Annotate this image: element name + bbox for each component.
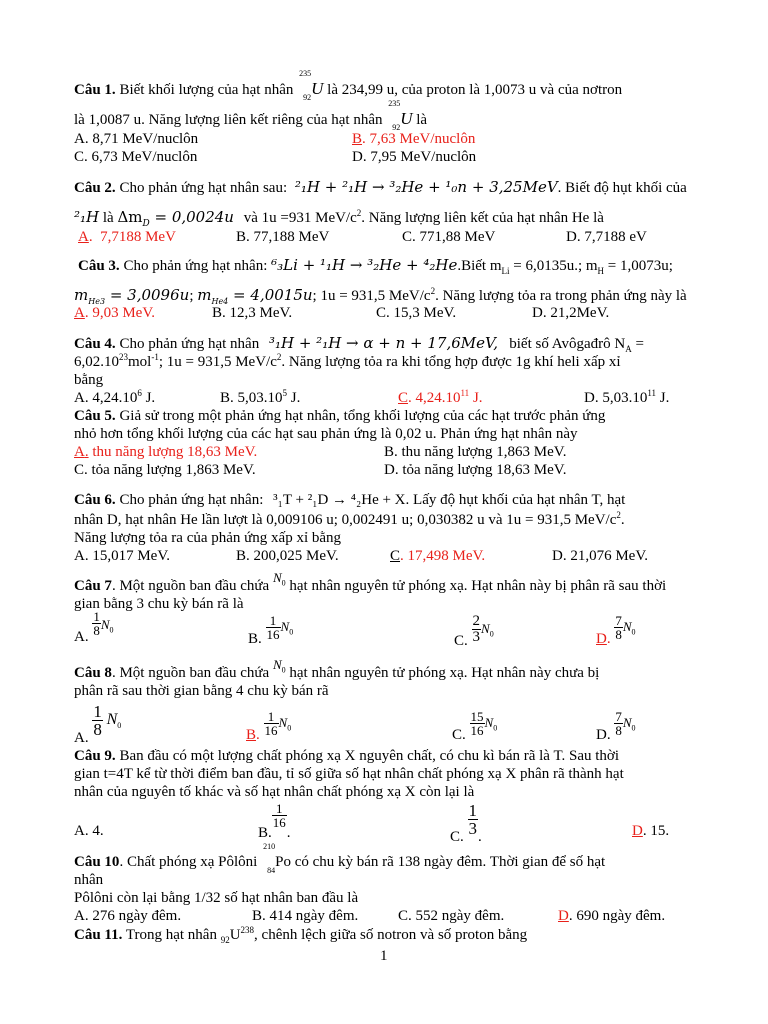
- q8-n0: $N_0$: [272, 657, 286, 675]
- q1-nuclide: 235 92 U: [299, 69, 324, 102]
- q2-line2-la: là: [99, 210, 118, 226]
- q6-stem: Cho phản ứng hạt nhân:: [115, 492, 268, 508]
- q10-option-a: A. 276 ngày đêm.: [74, 908, 182, 924]
- q1-stem: Biết khối lượng của hạt nhân: [115, 82, 298, 98]
- q1-line2-text: là 1,0087 u. Năng lượng liên kết riêng của hạt nhân: [74, 112, 387, 128]
- q3-given-li: .Biết m: [457, 258, 502, 274]
- q10-line1: [74, 842, 606, 875]
- q11-label: Câu 11.: [74, 927, 123, 943]
- q7-label: Câu 7: [74, 578, 112, 594]
- q3-label: Câu 3.: [78, 258, 120, 274]
- q4-option-b: B. 5,03.10$^5$ J.: [220, 388, 301, 406]
- q2-line2: ²₁H là $\Delta m_D = 0,0024u$ và 1u =931 MeV/$c^2$. Năng lượng liên kết của hạt nhân He là: [74, 208, 604, 229]
- q6-option-a: A. 15,017 MeV.: [74, 548, 170, 564]
- q4-option-a: A. 4,24.10$^6$ J.: [74, 388, 156, 406]
- q11-stem-b: , chênh lệch giữa số notron và số proton bằng: [254, 927, 528, 943]
- q7-option-b: B. $\frac{1}{16}$ $N_0$: [248, 613, 294, 647]
- q8-option-a: A. $\frac{1}{8}$ $N_0$: [74, 702, 122, 746]
- q8-line1: [74, 657, 600, 682]
- q4-avogadro: biết số Avôgađrô N: [505, 336, 626, 352]
- q3-option-a: A. 9,03 MeV.: [74, 305, 155, 321]
- q2-label: Câu 2.: [74, 180, 116, 196]
- q10-nuclide: 210 84 Po: [263, 842, 291, 875]
- q8-line2: phân rã sau thời gian bằng 4 chu kỳ bán rã: [74, 683, 329, 699]
- q7-option-a: A. $\frac{1}{8}$ $N_0$: [74, 609, 114, 645]
- q6-option-c: C. 17,498 MeV.: [390, 548, 486, 564]
- q10-option-b: B. 414 ngày đêm.: [252, 908, 359, 924]
- q1-line2: [74, 99, 428, 132]
- q9-line3: nhân của nguyên tố khác và số hạt nhân chất phóng xạ X còn lại là: [74, 784, 475, 800]
- q4-line1: Câu 4. Cho phản ứng hạt nhân ³₁H + ²₁H → α + n + 17,6MeV, biết số Avôgađrô $N_A$ =: [74, 334, 644, 354]
- q11-line1: Câu 11. Trong hạt nhân $_{92}U^{238}$, chênh lệch giữa số notron và số proton bằng: [74, 925, 528, 945]
- q2-option-d: D. 7,7188 eV: [566, 229, 647, 245]
- q9-line2: gian t=4T kể từ thời điểm ban đầu, tỉ số giữa số hạt nhân chất phóng xạ X phân rã thành hạt: [74, 766, 624, 782]
- q8-stem-b: hạt nhân nguyên tử phóng xạ. Hạt nhân này chưa bị: [285, 665, 600, 681]
- q3-line2-end: . Năng lượng tỏa ra trong phản ứng này là: [435, 288, 687, 304]
- q9-option-d: D. 15.: [632, 823, 670, 839]
- q7-option-c: C. $\frac{2}{3}$ $N_0$: [454, 613, 494, 649]
- q9-line1: [74, 747, 619, 765]
- q1-line2-end: là: [416, 112, 428, 128]
- q3-line2: $m_{He3} = 3,0096u$; $m_{He4} = 4,0015u$; 1u = 931,5 MeV/$c^2$. Năng lượng tỏa ra trong phản ứng này là: [74, 286, 687, 306]
- q4-eq: =: [631, 336, 644, 352]
- q1-option-d: D. 7,95 MeV/nuclôn: [352, 149, 477, 165]
- q4-stem: Cho phản ứng hạt nhân: [115, 336, 263, 352]
- q5-option-b: B. thu năng lượng 1,863 MeV.: [384, 444, 567, 460]
- q4-option-d: D. 5,03.10$^{11}$ J.: [584, 388, 670, 406]
- q1-nuclide-2: 235 92 U: [388, 99, 413, 132]
- q2-deuteron: ²₁H: [74, 208, 100, 226]
- q5-option-a: A. thu năng lượng 18,63 MeV.: [74, 444, 258, 460]
- q2-option-c: C. 771,88 MeV: [402, 229, 496, 245]
- q2-stem-b: . Biết độ hụt khối của: [557, 180, 687, 196]
- q3-m-he4: m: [197, 286, 212, 304]
- q10-option-d: D. 690 ngày đêm.: [558, 908, 666, 924]
- q4-avogadro-val: 6,02.10: [74, 354, 119, 370]
- q4-mol: mol: [128, 354, 152, 370]
- q8-stem: . Một nguồn ban đầu chứa: [111, 665, 273, 681]
- q3-stem: Cho phản ứng hạt nhân:: [119, 258, 272, 274]
- q5-option-c: C. tỏa năng lượng 1,863 MeV.: [74, 462, 256, 478]
- q10-label: Câu 10: [74, 854, 120, 870]
- q5-line2: nhỏ hơn tổng khối lượng của các hạt sau phản ứng là 0,02 u. Phản ứng hạt nhân này: [74, 426, 578, 442]
- q3-unit: ; 1u = 931,5 MeV/c: [312, 288, 431, 304]
- q3-given-h-val: = 1,0073u;: [604, 258, 673, 274]
- q5-label: Câu 5.: [74, 408, 116, 424]
- q2-option-a: A. 7,7188 MeV: [78, 229, 176, 245]
- q7-line2: gian bằng 3 chu kỳ bán rã là: [74, 596, 244, 612]
- q6-option-b: B. 200,025 MeV.: [236, 548, 339, 564]
- q1-line1: [74, 69, 623, 102]
- q2-option-b: B. 77,188 MeV: [236, 229, 330, 245]
- q10-line3: Pôlôni còn lại bằng 1/32 số hạt nhân ban đầu là: [74, 890, 359, 906]
- q3-option-d: D. 21,2MeV.: [532, 305, 610, 321]
- q8-label: Câu 8: [74, 665, 112, 681]
- q8-option-d: D. $\frac{7}{8}$ $N_0$: [596, 709, 636, 743]
- q2-stem: Cho phản ứng hạt nhân sau:: [115, 180, 291, 196]
- q3-option-c: C. 15,3 MeV.: [376, 305, 457, 321]
- q9-text1: Ban đầu có một lượng chất phóng xạ X nguyên chất, có chu kì bán rã là T. Sau thời: [115, 748, 620, 764]
- q4-reaction: ³₁H + ²₁H → α + n + 17,6MeV,: [268, 334, 499, 352]
- q11-stem: Trong hạt nhân: [122, 927, 221, 943]
- q4-label: Câu 4.: [74, 336, 116, 352]
- q10-stem: . Chất phóng xạ Pôlôni: [119, 854, 262, 870]
- q7-line1: [74, 570, 667, 595]
- q3-m-he4-val: = 4,0015u: [228, 286, 313, 304]
- q1-option-a: A. 8,71 MeV/nuclôn: [74, 131, 199, 147]
- q4-unit: ; 1u = 931,5 MeV/c: [158, 354, 277, 370]
- q8-option-c: C. $\frac{15}{16}$ $N_0$: [452, 709, 498, 743]
- q5-line1: [74, 407, 605, 425]
- q9-option-b: B. $\frac{1}{16}$ .: [258, 801, 291, 841]
- q3-reaction: ⁶₃Li + ¹₁H → ³₂He + ⁴₂He: [271, 256, 458, 274]
- q7-option-d: D. $\frac{7}{8}$ $N_0$: [596, 613, 636, 647]
- q1-stem-b: là 234,99 u, của proton là 1,0073 u và của nơtron: [327, 82, 623, 98]
- q7-stem-b: hạt nhân nguyên tử phóng xạ. Hạt nhân này bị phân rã sau thời: [285, 578, 667, 594]
- q10-line2: nhân: [74, 872, 104, 888]
- q6-stem-b: . Lấy độ hụt khối của hạt nhân T, hạt: [405, 492, 626, 508]
- q4-line2-end: . Năng lượng tỏa ra khi tổng hợp được 1g khí heli xấp xỉ: [281, 354, 621, 370]
- q1-option-b: B. 7,63 MeV/nuclôn: [352, 131, 476, 147]
- q6-line2: nhân D, hạt nhân He lần lượt là 0,009106 u; 0,002491 u; 0,030382 u và 1u = 931,5 MeV/$c^2$.: [74, 510, 625, 528]
- q9-option-c: C. $\frac{1}{3}$ .: [450, 801, 482, 845]
- q3-m-he3: m: [74, 286, 89, 304]
- q6-option-d: D. 21,076 MeV.: [552, 548, 648, 564]
- q9-label: Câu 9.: [74, 748, 116, 764]
- q2-reaction: ²₁H + ²₁H → ³₂He + ¹₀n + 3,25MeV: [294, 178, 558, 196]
- q3-m-he3-val: = 3,0096u: [105, 286, 190, 304]
- q7-stem: . Một nguồn ban đầu chứa: [111, 578, 273, 594]
- q4-option-c: C. 4,24.10$^{11}$ J.: [398, 388, 483, 406]
- q5-option-d: D. tỏa năng lượng 18,63 MeV.: [384, 462, 567, 478]
- q6-line1: [74, 491, 625, 509]
- q10-stem-b: có chu kỳ bán rã 138 ngày đêm. Thời gian để số hạt: [294, 854, 606, 870]
- q2-delta-m-value: = 0,0024u: [149, 208, 234, 226]
- q7-n0: $N_0$: [272, 570, 286, 588]
- q6-label: Câu 6.: [74, 492, 116, 508]
- page-number: 1: [380, 948, 388, 964]
- q3-given-h: = 6,0135u.; m: [509, 258, 598, 274]
- q2-unit: và 1u =931 MeV/c: [239, 210, 357, 226]
- q3-option-b: B. 12,3 MeV.: [212, 305, 293, 321]
- q6-line3: Năng lượng tỏa ra của phản ứng xấp xỉ bằng: [74, 530, 342, 546]
- q5-text1: Giả sử trong một phản ứng hạt nhân, tổng khối lượng của các hạt trước phản ứng: [115, 408, 606, 424]
- q8-option-b: B. $\frac{1}{16}$ $N_0$: [246, 709, 292, 743]
- q4-line3: bằng: [74, 372, 104, 388]
- q1-option-c: C. 6,73 MeV/nuclôn: [74, 149, 198, 165]
- q2-delta-m: Δm: [117, 208, 143, 226]
- q3-line1: Câu 3. Cho phản ứng hạt nhân: ⁶₃Li + ¹₁H → ³₂He + ⁴₂He.Biết $m_{Li} = 6,0135u$.; $m_H = 1,0073u$;: [78, 256, 673, 276]
- q2-line2-end: . Năng lượng liên kết của hạt nhân He là: [361, 210, 604, 226]
- q4-line2: 6,02.10$^{23}$mol$^{-1}$; 1u = 931,5 MeV/$c^2$. Năng lượng tỏa ra khi tổng hợp được 1g khí heli xấp xỉ: [74, 352, 621, 370]
- q1-label: Câu 1.: [74, 82, 116, 98]
- q6-reaction: ³₁T + ²₁D → ⁴₂He + X: [273, 492, 406, 508]
- q2-line1: [74, 178, 687, 197]
- q9-option-a: A. 4.: [74, 823, 104, 839]
- q6-masses: nhân D, hạt nhân He lần lượt là 0,009106 u; 0,002491 u; 0,030382 u và 1u = 931,5 MeV/c: [74, 512, 617, 528]
- q10-option-c: C. 552 ngày đêm.: [398, 908, 505, 924]
